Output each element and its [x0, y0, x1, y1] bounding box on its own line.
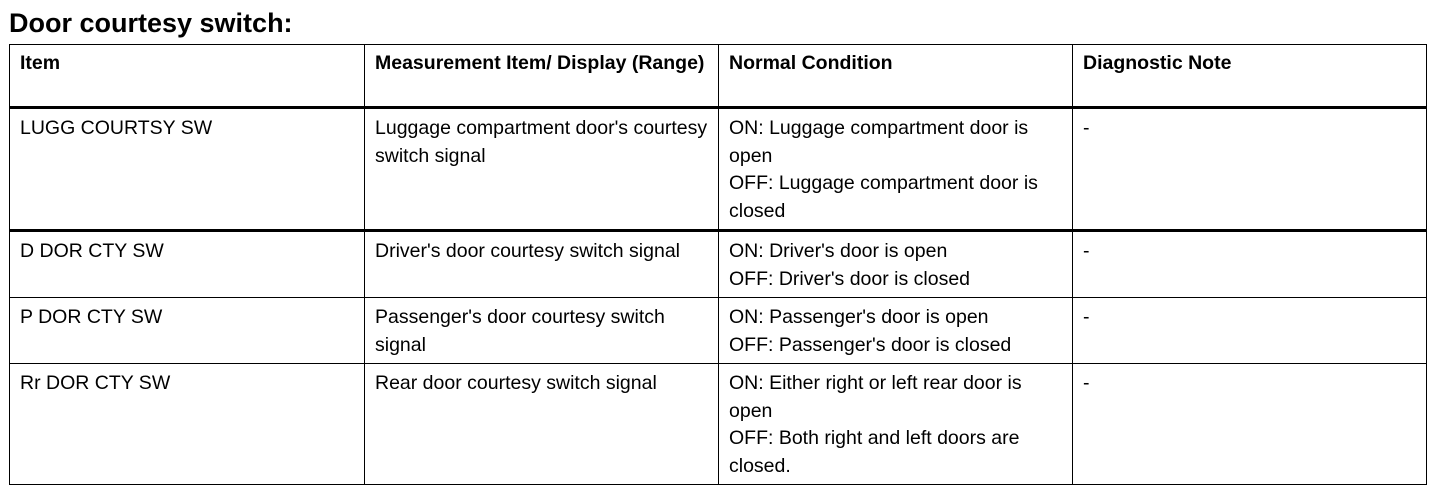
cell-normal-condition: [719, 108, 1073, 231]
cell-item: P DOR CTY SW: [10, 298, 365, 364]
cell-diagnostic-note: -: [1073, 231, 1427, 298]
cell-normal-condition: [719, 364, 1073, 485]
table-row: [10, 364, 1427, 485]
cell-measurement: Passenger's door courtesy switch signal: [365, 298, 719, 364]
condition-on: ON: Driver's door is open: [729, 240, 948, 262]
condition-off: OFF: Driver's door is closed: [729, 267, 971, 290]
condition-on: ON: Either right or left rear door is open: [729, 372, 1022, 422]
table-header-row: [10, 45, 1427, 108]
condition-off: OFF: Both right and left doors are closed.: [729, 427, 1020, 477]
cell-item: Rr DOR CTY SW: [10, 364, 365, 485]
condition-off: OFF: Passenger's door is closed: [729, 333, 1012, 356]
table-row: [10, 108, 1427, 231]
cell-measurement: Driver's door courtesy switch signal: [365, 231, 719, 298]
cell-item: LUGG COURTSY SW: [10, 108, 365, 231]
cell-measurement: Rear door courtesy switch signal: [365, 364, 719, 485]
cell-normal-condition: [719, 298, 1073, 364]
cell-normal-condition: [719, 231, 1073, 298]
header-diagnostic-note: Diagnostic Note: [1073, 45, 1427, 108]
condition-on: ON: Luggage compartment door is open: [729, 117, 1029, 167]
condition-on: ON: Passenger's door is open: [729, 306, 989, 328]
cell-diagnostic-note: -: [1073, 298, 1427, 364]
table-row: [10, 298, 1427, 364]
data-monitor-table: [9, 44, 1427, 485]
cell-diagnostic-note: -: [1073, 364, 1427, 485]
condition-off: OFF: Luggage compartment door is closed: [729, 172, 1038, 222]
header-measurement: Measurement Item/ Display (Range): [365, 45, 719, 108]
cell-measurement: Luggage compartment door's courtesy switch signal: [365, 108, 719, 231]
table-row: [10, 231, 1427, 298]
page-title: Door courtesy switch:: [9, 8, 293, 38]
header-normal-condition: Normal Condition: [719, 45, 1073, 108]
cell-diagnostic-note: -: [1073, 108, 1427, 231]
cell-item: D DOR CTY SW: [10, 231, 365, 298]
header-item: Item: [10, 45, 365, 108]
